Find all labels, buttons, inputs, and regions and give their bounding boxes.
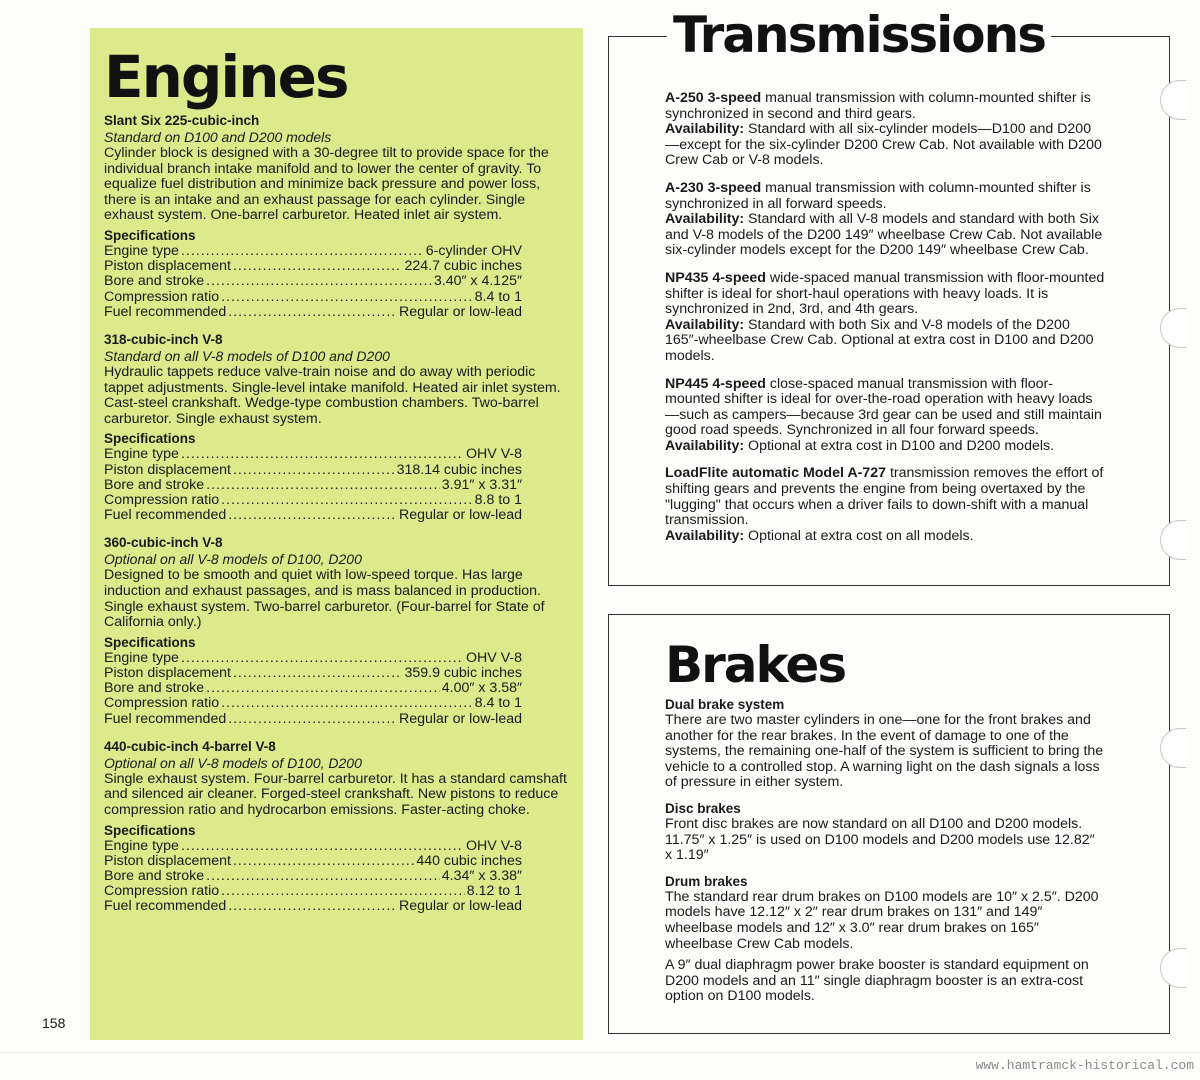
availability-label: Availability:	[665, 437, 745, 454]
brake-paragraph: A 9″ dual diaphragm power brake booster is standard equipment on D200 models and an 11″ single diaphragm booster is an extra-cost option on D100 models.	[665, 957, 1089, 1005]
spec-value: Regular or low-lead	[398, 710, 522, 727]
engine-description: Hydraulic tappets reduce valve-train noise and do away with periodic tappet adjustments. Single-level intake manifold. Heated air inlet system. Cast-steel crankshaft. Wedge-type combustion chambers. Two-barrel carburetor. Single exhaust system.	[104, 363, 561, 427]
engine-description: Cylinder block is designed with a 30-degree tilt to provide space for the individual branch intake manifold and to lower the center of gravity. To equalize fuel distribution and minimize back pressure and power loss, there is an intake and an exhaust passage for each cylinder. Single exhaust system. One-barrel carburetor. Heated inlet air system.	[104, 145, 549, 224]
brake-item	[665, 874, 1105, 1005]
spec-value: 318.14 cubic inches	[396, 461, 522, 478]
spec-value: 359.9 cubic inches	[404, 664, 522, 681]
dot-leader	[206, 681, 440, 696]
spec-row	[104, 447, 522, 462]
spec-value: OHV V-8	[466, 649, 522, 666]
brake-paragraph: There are two master cylinders in one—one for the front brakes and another for the rear brakes. In the event of damage to one of the systems, the remaining one-half of the system is sufficient to bring the vehicle to a controlled stop. A warning light on the dash signals a loss of pressure in either system.	[665, 712, 1104, 791]
transmission-model: NP445 4-speed	[665, 375, 766, 392]
engine-description: Designed to be smooth and quiet with low-speed torque. Has large induction and exhaust passages, and is mass balanced in production. Single exhaust system. Two-barrel carburetor. (Four-barrel for State of California only.)	[104, 567, 545, 631]
spec-row	[104, 666, 522, 681]
spec-value: OHV V-8	[466, 837, 522, 854]
dot-leader	[181, 244, 424, 259]
transmission-description	[665, 377, 1105, 439]
transmission-model: A-250 3-speed	[665, 90, 762, 106]
transmission-availability	[665, 529, 1105, 545]
spec-key: Bore and stroke	[104, 476, 205, 493]
transmission-availability	[665, 122, 1105, 169]
spec-row	[104, 508, 522, 523]
spec-row	[104, 854, 522, 869]
spec-row	[104, 259, 522, 274]
spec-key: Engine type	[104, 649, 179, 666]
availability-text: Standard with all six-cylinder models—D100 and D200—except for the six-cylinder D200 Crew Cab. Not available with D200 Crew Cab or V-8 models.	[665, 121, 1102, 169]
engine-section	[104, 113, 574, 320]
engine-availability: Standard on D100 and D200 models	[104, 129, 332, 145]
specs-label: Specifications	[104, 822, 196, 838]
dot-leader	[228, 508, 397, 523]
transmission-model: LoadFlite automatic Model A-727	[665, 465, 886, 482]
engines-body	[104, 113, 574, 927]
spec-row	[104, 869, 522, 884]
transmission-text: close-spaced manual transmission with floor-mounted shifter is ideal for over-the-road operation with heavy loads—such as campers—because 3rd gear can be used and still maintain good road speeds. Synchronized in all four forward speeds.	[665, 375, 1102, 439]
spec-key: Piston displacement	[104, 461, 231, 478]
transmissions-title: Transmissions	[673, 6, 1045, 64]
spec-row	[104, 244, 522, 259]
transmission-text: manual transmission with column-mounted shifter is synchronized in all forward speeds.	[665, 179, 1091, 212]
dot-leader	[221, 493, 473, 508]
specs-label: Specifications	[104, 634, 196, 650]
spec-row	[104, 478, 522, 493]
transmission-model: A-230 3-speed	[665, 179, 762, 196]
spec-key: Engine type	[104, 242, 179, 259]
transmission-item	[665, 271, 1105, 365]
transmission-description	[665, 181, 1105, 212]
spec-row	[104, 899, 522, 914]
spec-row	[104, 712, 522, 727]
watermark: www.hamtramck-historical.com	[975, 1058, 1194, 1073]
availability-text: Standard with all V-8 models and standard with both Six and V-8 models of the D200 149″ wheelbase Crew Cab. Not available six-cylinder models except for the D200 149″ wheelbase Crew Cab.	[665, 211, 1103, 259]
availability-text: Optional at extra cost on all models.	[744, 527, 974, 544]
engine-name: Slant Six 225-cubic-inch	[104, 113, 260, 128]
transmission-description	[665, 91, 1105, 122]
availability-text: Optional at extra cost in D100 and D200 models.	[744, 437, 1055, 454]
dot-leader	[233, 854, 414, 869]
spec-value: 4.00″ x 3.58″	[441, 680, 522, 697]
spec-key: Bore and stroke	[104, 273, 205, 290]
transmission-description	[665, 271, 1105, 318]
transmission-item	[665, 181, 1105, 259]
spec-key: Compression ratio	[104, 288, 220, 305]
dot-leader	[233, 666, 403, 681]
spec-value: 8.4 to 1	[474, 695, 522, 712]
dot-leader	[228, 305, 397, 320]
brake-heading: Disc brakes	[665, 800, 741, 816]
transmission-availability	[665, 212, 1105, 259]
page-number: 158	[42, 1015, 66, 1031]
brake-item	[665, 801, 1105, 864]
transmissions-box	[608, 6, 1170, 586]
spec-value: 224.7 cubic inches	[404, 258, 522, 275]
spec-key: Piston displacement	[104, 258, 231, 275]
dot-leader	[221, 696, 473, 711]
spec-value: 8.8 to 1	[474, 491, 522, 508]
engines-title: Engines	[104, 43, 348, 111]
spec-row	[104, 493, 522, 508]
engine-availability: Standard on all V-8 models of D100 and D200	[104, 347, 390, 364]
spec-key: Engine type	[104, 446, 179, 463]
spec-value: 3.91″ x 3.31″	[441, 476, 522, 493]
spec-row	[104, 305, 522, 320]
dot-leader	[206, 869, 440, 884]
specs-label: Specifications	[104, 227, 196, 243]
brakes-box	[608, 614, 1170, 1034]
spec-key: Compression ratio	[104, 695, 220, 712]
spec-key: Engine type	[104, 837, 179, 854]
transmission-item	[665, 377, 1105, 455]
engine-name: 440-cubic-inch 4-barrel V-8	[104, 738, 276, 754]
brake-heading: Drum brakes	[665, 873, 748, 889]
footer-rule	[0, 1052, 1200, 1053]
spec-value: 4.34″ x 3.38″	[441, 867, 522, 884]
spec-key: Fuel recommended	[104, 710, 227, 727]
dot-leader	[228, 899, 397, 914]
transmission-text: transmission removes the effort of shifting gears and prevents the engine from being overtaxed by the "lugging" that occurs when a driver fails to down-shift with a manual transmission.	[665, 465, 1104, 529]
brake-heading: Dual brake system	[665, 697, 785, 712]
spec-key: Piston displacement	[104, 664, 231, 681]
engine-availability: Optional on all V-8 models of D100, D200	[104, 551, 362, 568]
engines-panel	[90, 28, 583, 1040]
engine-name: 360-cubic-inch V-8	[104, 535, 223, 551]
specs-label: Specifications	[104, 431, 196, 447]
spec-value: Regular or low-lead	[398, 507, 522, 524]
engine-section	[104, 739, 574, 915]
availability-label: Availability:	[665, 527, 745, 544]
transmission-text: manual transmission with column-mounted shifter is synchronized in second and third gears.	[665, 90, 1091, 122]
dot-leader	[228, 712, 397, 727]
transmission-availability	[665, 318, 1105, 365]
dot-leader	[221, 290, 473, 305]
spec-key: Fuel recommended	[104, 303, 227, 320]
dot-leader	[206, 478, 440, 493]
brake-paragraph: The standard rear drum brakes on D100 models are 10″ x 2.5″. D200 models have 12.12″ x 2″ rear drum brakes on 131″ and 149″ wheelbase models and 12″ x 3.0″ rear drum brakes on 165″ wheelbase Crew Cab models.	[665, 888, 1099, 952]
spec-value: 6-cylinder OHV	[425, 242, 522, 259]
spec-key: Bore and stroke	[104, 867, 205, 884]
spec-value: OHV V-8	[466, 446, 522, 463]
spec-key: Compression ratio	[104, 883, 220, 900]
engine-name: 318-cubic-inch V-8	[104, 331, 223, 347]
dot-leader	[181, 839, 464, 854]
transmissions-title-wrap	[667, 5, 1051, 65]
transmission-description	[665, 466, 1105, 528]
spec-row	[104, 651, 522, 666]
transmission-model: NP435 4-speed	[665, 269, 766, 286]
engine-section	[104, 535, 574, 726]
spec-row	[104, 839, 522, 854]
availability-label: Availability:	[665, 316, 745, 333]
spec-row	[104, 274, 522, 289]
dot-leader	[233, 259, 403, 274]
dot-leader	[181, 651, 464, 666]
transmission-availability	[665, 439, 1105, 455]
spec-value: 8.4 to 1	[474, 288, 522, 305]
availability-label: Availability:	[665, 121, 745, 138]
spec-key: Bore and stroke	[104, 680, 205, 697]
spec-row	[104, 884, 522, 899]
brake-paragraph: Front disc brakes are now standard on all D100 and D200 models. 11.75″ x 1.25″ is used on D100 models and D200 models use 12.82″ x 1.19″	[665, 815, 1095, 864]
availability-label: Availability:	[665, 211, 745, 228]
spec-value: 440 cubic inches	[416, 852, 522, 869]
engine-availability: Optional on all V-8 models of D100, D200	[104, 754, 362, 771]
spec-key: Piston displacement	[104, 852, 231, 869]
dot-leader	[206, 274, 432, 289]
dot-leader	[221, 884, 465, 899]
transmissions-body	[665, 91, 1105, 544]
spec-value: Regular or low-lead	[398, 898, 522, 915]
dot-leader	[181, 447, 464, 462]
transmission-item	[665, 466, 1105, 544]
spec-row	[104, 681, 522, 696]
engine-description: Single exhaust system. Four-barrel carburetor. It has a standard camshaft and silenced air cleaner. Forged-steel crankshaft. New pistons to reduce compression ratio and hydrocarbon emissions. Faster-acting choke.	[104, 770, 567, 818]
dot-leader	[233, 463, 395, 478]
spec-value: 3.40″ x 4.125″	[433, 273, 522, 290]
availability-text: Standard with both Six and V-8 models of the D200 165″-wheelbase Crew Cab. Optional at extra cost in D100 and D200 models.	[665, 316, 1094, 364]
brakes-body	[665, 697, 1105, 1015]
brakes-title: Brakes	[665, 636, 846, 694]
spec-value: Regular or low-lead	[398, 303, 522, 320]
spec-key: Compression ratio	[104, 491, 220, 508]
spec-key: Fuel recommended	[104, 507, 227, 524]
spec-value: 8.12 to 1	[466, 883, 522, 900]
spec-key: Fuel recommended	[104, 898, 227, 915]
transmission-text: wide-spaced manual transmission with floor-mounted shifter is ideal for short-haul operations with heavy loads. It is synchronized in 2nd, 3rd, and 4th gears.	[665, 269, 1105, 318]
engine-section	[104, 332, 574, 523]
spec-row	[104, 290, 522, 305]
transmission-item	[665, 91, 1105, 169]
brake-item	[665, 697, 1105, 791]
spec-row	[104, 696, 522, 711]
spec-row	[104, 463, 522, 478]
